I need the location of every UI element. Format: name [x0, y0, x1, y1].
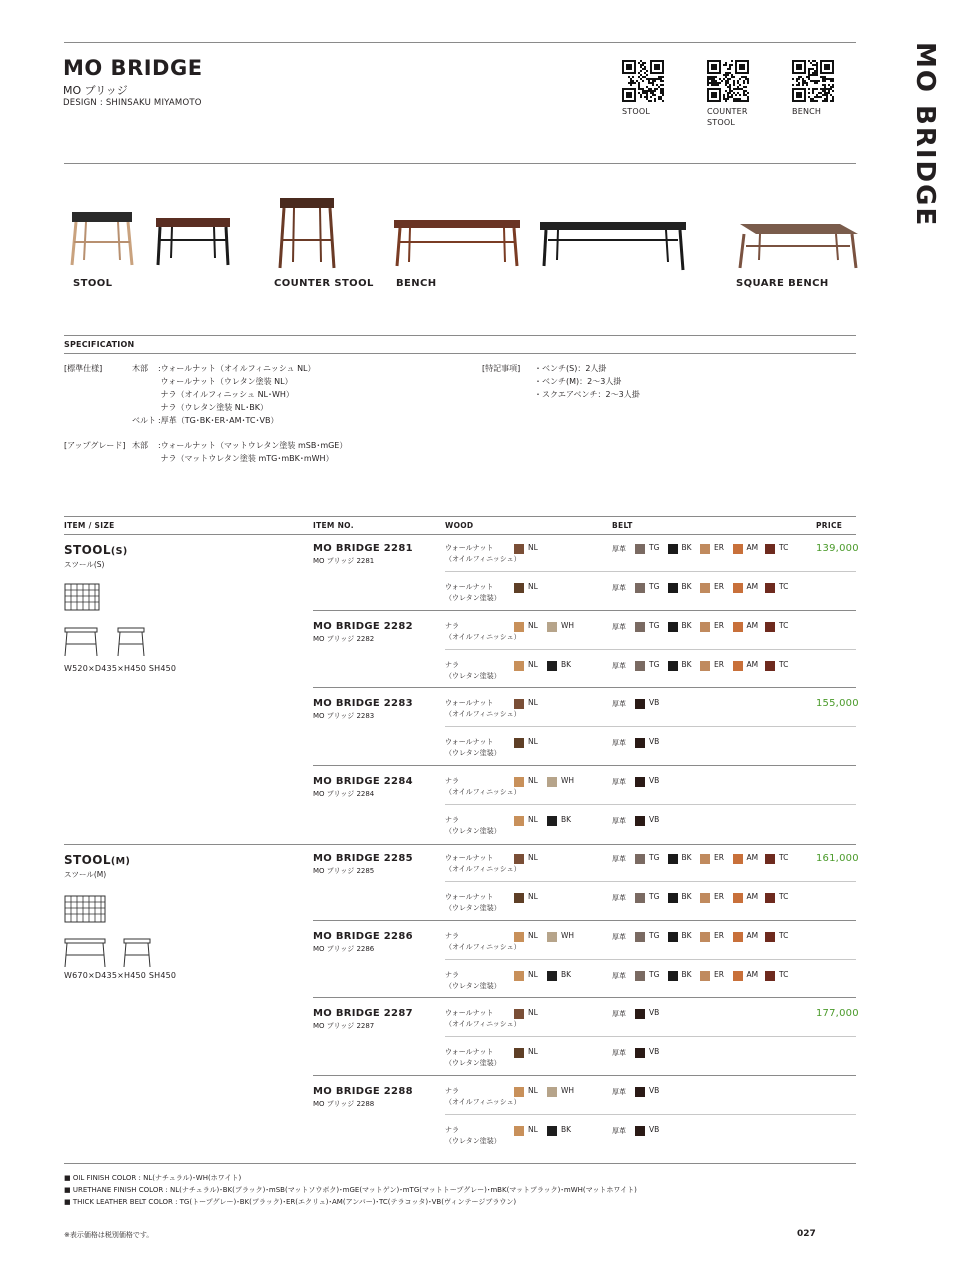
- group-name: STOOL(S): [64, 543, 128, 557]
- wood-name: ウォールナット: [445, 1009, 494, 1017]
- wood-finish: （ウレタン塗装）: [445, 981, 501, 990]
- group-jp: スツール(S): [64, 560, 105, 569]
- product-label-square-bench: SQUARE BENCH: [736, 278, 829, 289]
- sub-row-rule: [445, 726, 856, 727]
- belt-swatch: [700, 932, 710, 942]
- belt-swatch: [733, 622, 743, 632]
- qr-label: BENCH: [792, 107, 822, 116]
- belt-swatch: [765, 932, 775, 942]
- col-header-price: PRICE: [816, 521, 843, 530]
- belt-material: 厚革: [612, 933, 626, 941]
- wood-swatch: [547, 1126, 557, 1136]
- sub-row-rule: [445, 1036, 856, 1037]
- wood-swatch: [514, 583, 524, 593]
- spec-belt-line: :厚革（TG･BK･ER･AM･TC･VB）: [158, 416, 279, 425]
- wood-name: ウォールナット: [445, 737, 494, 746]
- square-bench-image: [740, 224, 858, 268]
- product-label-stool: STOOL: [73, 278, 113, 289]
- belt-code: BK: [681, 853, 692, 862]
- footer-note: ■ URETHANE FINISH COLOR : NL(ナチュラル)･BK(ブラック)･mSB(マットソウボク)･mGE(マットゲン)･mTG(マットトープグレー)･mBK(マットブラック)･mWH(マットホワイト): [64, 1186, 637, 1194]
- belt-material: 厚革: [612, 778, 626, 786]
- belt-swatch: [635, 971, 645, 981]
- item-jp: MO ブリッジ 2285: [313, 867, 375, 875]
- belt-code: AM: [746, 931, 759, 940]
- belt-code: TG: [649, 931, 660, 940]
- item-price: 139,000: [816, 543, 859, 554]
- belt-code: TG: [649, 891, 660, 901]
- wood-swatch: [514, 971, 524, 981]
- product-label-bench: BENCH: [396, 278, 437, 289]
- item-number: MO BRIDGE 2287: [313, 1008, 413, 1019]
- belt-code: TG: [649, 543, 660, 552]
- spec-heading: SPECIFICATION: [64, 340, 135, 349]
- spec-upgrade-wood-label: 木部: [132, 441, 148, 450]
- belt-code: BK: [681, 581, 692, 591]
- belt-swatch: [765, 544, 775, 554]
- wood-code: NL: [528, 1086, 538, 1095]
- qr-bench[interactable]: [792, 60, 834, 117]
- long-bench-black-image: [540, 222, 686, 270]
- designer-credit: DESIGN : SHINSAKU MIYAMOTO: [63, 98, 202, 108]
- item-number: MO BRIDGE 2281: [313, 543, 413, 554]
- wood-name: ウォールナット: [445, 582, 494, 591]
- belt-swatch: [635, 583, 645, 593]
- footer-note: ■ OIL FINISH COLOR : NL(ナチュラル)･WH(ホワイト): [64, 1174, 242, 1182]
- belt-code: VB: [649, 1086, 660, 1095]
- item-rule: [313, 610, 856, 611]
- stool-m-top-view-icon: [64, 895, 106, 923]
- wood-name: ウォールナット: [445, 854, 494, 862]
- group-name: STOOL(M): [64, 853, 131, 867]
- group-rule: [64, 844, 856, 845]
- wood-swatch: [514, 1126, 524, 1136]
- wood-code: BK: [561, 814, 572, 824]
- col-header-belt: BELT: [612, 521, 633, 530]
- sub-row-rule: [445, 881, 856, 882]
- sub-row-rule: [445, 959, 856, 960]
- header-rule: [64, 163, 856, 164]
- page-number: 027: [797, 1229, 816, 1239]
- belt-code: ER: [714, 969, 724, 979]
- wood-swatch: [547, 932, 557, 942]
- belt-code: BK: [681, 931, 692, 940]
- belt-code: ER: [714, 543, 724, 552]
- wood-swatch: [547, 816, 557, 826]
- wood-swatch: [514, 893, 524, 903]
- item-price: 161,000: [816, 853, 859, 864]
- belt-swatch: [635, 854, 645, 864]
- product-label-counter-stool: COUNTER STOOL: [274, 278, 374, 289]
- sub-row-rule: [445, 571, 856, 572]
- item-jp: MO ブリッジ 2286: [313, 945, 375, 953]
- spec-belt-label: ベルト: [132, 416, 156, 425]
- belt-code: ER: [714, 931, 724, 940]
- stool-top-view-icon: [64, 583, 100, 611]
- wood-name: ナラ: [445, 932, 459, 940]
- belt-swatch: [668, 583, 678, 593]
- wood-swatch: [514, 738, 524, 748]
- belt-swatch: [635, 699, 645, 709]
- belt-code: AM: [746, 659, 759, 669]
- belt-code: VB: [649, 814, 660, 824]
- belt-swatch: [635, 893, 645, 903]
- wood-finish: （ウレタン塗装）: [445, 593, 501, 602]
- belt-code: VB: [649, 1046, 660, 1056]
- wood-name: ナラ: [445, 970, 459, 979]
- belt-swatch: [733, 932, 743, 942]
- belt-swatch: [635, 661, 645, 671]
- belt-code: TG: [649, 581, 660, 591]
- belt-code: BK: [681, 621, 692, 630]
- product-images: [60, 190, 860, 272]
- item-rule: [313, 687, 856, 688]
- wood-swatch: [514, 699, 524, 709]
- wood-code: NL: [528, 853, 538, 862]
- belt-code: TC: [779, 891, 789, 901]
- stool-m-side-view-icon: [64, 937, 154, 969]
- tax-note: ※表示価格は税別価格です。: [64, 1231, 154, 1239]
- stool-black-image: [156, 218, 230, 265]
- wood-code: NL: [528, 931, 538, 940]
- stool-side-view-icon: [64, 626, 154, 658]
- spec-upgrade-line: ナラ（マットウレタン塗装 mTG･mBK･mWH）: [158, 454, 334, 463]
- belt-code: VB: [649, 1124, 660, 1134]
- table-header-rule: [64, 534, 856, 535]
- belt-swatch: [700, 583, 710, 593]
- wood-finish: （ウレタン塗装）: [445, 826, 501, 835]
- belt-swatch: [700, 893, 710, 903]
- belt-swatch: [635, 777, 645, 787]
- wood-swatch: [547, 777, 557, 787]
- wood-name: ナラ: [445, 660, 459, 669]
- belt-code: BK: [681, 969, 692, 979]
- wood-swatch: [547, 661, 557, 671]
- belt-swatch: [733, 893, 743, 903]
- item-number: MO BRIDGE 2288: [313, 1086, 413, 1097]
- belt-code: ER: [714, 581, 724, 591]
- wood-code: WH: [561, 1086, 575, 1095]
- belt-code: AM: [746, 969, 759, 979]
- belt-code: TC: [779, 853, 789, 862]
- wood-finish: （オイルフィニッシュ）: [445, 1020, 521, 1028]
- qr-label-2: STOOL: [707, 118, 736, 127]
- belt-material: 厚革: [612, 816, 626, 825]
- wood-finish: （オイルフィニッシュ）: [445, 710, 521, 718]
- belt-code: TG: [649, 853, 660, 862]
- belt-swatch: [668, 893, 678, 903]
- belt-swatch: [765, 971, 775, 981]
- page-subtitle: MO ブリッジ: [63, 84, 128, 97]
- item-number: MO BRIDGE 2283: [313, 698, 413, 709]
- wood-code: BK: [561, 659, 572, 669]
- spec-note: ・ベンチ(S)：2人掛: [534, 364, 607, 373]
- wood-code: NL: [528, 621, 538, 630]
- item-price: 155,000: [816, 698, 859, 709]
- top-rule: [64, 42, 856, 43]
- belt-code: TC: [779, 969, 789, 979]
- belt-code: ER: [714, 621, 724, 630]
- spec-wood-line: ナラ（ウレタン塗装 NL･BK）: [158, 403, 268, 412]
- wood-finish: （ウレタン塗装）: [445, 671, 501, 680]
- belt-code: TC: [779, 621, 789, 630]
- wood-name: ナラ: [445, 815, 459, 824]
- spec-wood-line: ウォールナット（ウレタン塗装 NL）: [158, 377, 293, 386]
- belt-code: AM: [746, 543, 759, 552]
- group-dims: W520×D435×H450 SH450: [64, 664, 177, 673]
- wood-swatch: [547, 622, 557, 632]
- belt-swatch: [765, 854, 775, 864]
- wood-swatch: [514, 1087, 524, 1097]
- col-header-item: ITEM / SIZE: [64, 521, 115, 530]
- belt-material: 厚革: [612, 700, 626, 708]
- belt-swatch: [635, 932, 645, 942]
- wood-swatch: [514, 854, 524, 864]
- belt-swatch: [668, 971, 678, 981]
- item-number: MO BRIDGE 2285: [313, 853, 413, 864]
- item-rule: [313, 997, 856, 998]
- sub-row-rule: [445, 1114, 856, 1115]
- belt-code: VB: [649, 736, 660, 746]
- wood-code: NL: [528, 969, 538, 979]
- wood-code: NL: [528, 736, 538, 746]
- wood-finish: （オイルフィニッシュ）: [445, 555, 521, 563]
- item-rule: [313, 765, 856, 766]
- wood-name: ウォールナット: [445, 892, 494, 901]
- belt-code: AM: [746, 853, 759, 862]
- belt-material: 厚革: [612, 738, 626, 747]
- belt-material: 厚革: [612, 545, 626, 553]
- wood-finish: （オイルフィニッシュ）: [445, 865, 521, 873]
- belt-code: ER: [714, 659, 724, 669]
- belt-swatch: [733, 583, 743, 593]
- spec-wood-label: 木部: [132, 364, 148, 373]
- spec-standard-label: [標準仕様]: [64, 364, 103, 373]
- item-jp: MO ブリッジ 2288: [313, 1100, 375, 1108]
- wood-code: NL: [528, 891, 538, 901]
- wood-code: NL: [528, 776, 538, 785]
- belt-swatch: [733, 971, 743, 981]
- belt-swatch: [635, 544, 645, 554]
- belt-swatch: [668, 661, 678, 671]
- belt-code: VB: [649, 698, 660, 707]
- item-jp: MO ブリッジ 2284: [313, 790, 375, 798]
- wood-swatch: [514, 932, 524, 942]
- spec-note: ・スクエアベンチ：2〜3人掛: [534, 390, 640, 399]
- belt-material: 厚革: [612, 1010, 626, 1018]
- wood-name: ナラ: [445, 777, 459, 785]
- belt-code: AM: [746, 891, 759, 901]
- belt-swatch: [635, 738, 645, 748]
- belt-swatch: [700, 622, 710, 632]
- spec-wood-line: :ウォールナット（オイルフィニッシュ NL）: [158, 364, 316, 373]
- sub-row-rule: [445, 649, 856, 650]
- belt-swatch: [635, 622, 645, 632]
- spec-top-rule: [64, 335, 856, 336]
- belt-code: BK: [681, 891, 692, 901]
- stool-natural-image: [72, 212, 132, 265]
- spec-note: ・ベンチ(M)：2〜3人掛: [534, 377, 622, 386]
- wood-code: NL: [528, 581, 538, 591]
- belt-material: 厚革: [612, 855, 626, 863]
- qr-code-icon: [792, 60, 834, 102]
- spec-notes-label: [特記事項]: [482, 364, 521, 373]
- wood-code: NL: [528, 1008, 538, 1017]
- belt-code: ER: [714, 853, 724, 862]
- wood-swatch: [514, 1009, 524, 1019]
- table-top-rule: [64, 516, 856, 517]
- item-rule: [313, 920, 856, 921]
- wood-swatch: [514, 544, 524, 554]
- belt-code: TC: [779, 581, 789, 591]
- qr-stool[interactable]: [622, 60, 664, 117]
- belt-swatch: [668, 622, 678, 632]
- wood-swatch: [514, 1048, 524, 1058]
- belt-swatch: [668, 544, 678, 554]
- wood-finish: （オイルフィニッシュ）: [445, 788, 521, 796]
- belt-swatch: [635, 1087, 645, 1097]
- belt-code: TG: [649, 621, 660, 630]
- qr-code-icon: [707, 60, 749, 102]
- wood-finish: （オイルフィニッシュ）: [445, 633, 521, 641]
- belt-swatch: [733, 544, 743, 554]
- belt-swatch: [765, 583, 775, 593]
- belt-swatch: [635, 1009, 645, 1019]
- belt-swatch: [733, 854, 743, 864]
- wood-name: ウォールナット: [445, 544, 494, 552]
- belt-code: ER: [714, 891, 724, 901]
- wood-swatch: [514, 661, 524, 671]
- wood-name: ナラ: [445, 1087, 459, 1095]
- footer-note: ■ THICK LEATHER BELT COLOR : TG(トープグレー)･BK(ブラック)･ER(エクリュ)･AM(アンバー)･TC(テラコッタ)･VB(ヴィンテージブラウン): [64, 1198, 517, 1206]
- wood-code: WH: [561, 931, 575, 940]
- wood-code: NL: [528, 1124, 538, 1134]
- item-jp: MO ブリッジ 2281: [313, 557, 375, 565]
- counter-stool-image: [280, 198, 334, 268]
- wood-name: ナラ: [445, 622, 459, 630]
- wood-finish: （ウレタン塗装）: [445, 748, 501, 757]
- group-jp: スツール(M): [64, 870, 107, 879]
- spec-upgrade-line: :ウォールナット（マットウレタン塗装 mSB･mGE）: [158, 441, 348, 450]
- belt-code: BK: [681, 659, 692, 669]
- belt-code: BK: [681, 543, 692, 552]
- belt-material: 厚革: [612, 661, 626, 670]
- belt-swatch: [635, 1126, 645, 1136]
- belt-swatch: [700, 971, 710, 981]
- qr-code-icon: [622, 60, 664, 102]
- wood-code: NL: [528, 1046, 538, 1056]
- item-jp: MO ブリッジ 2283: [313, 712, 375, 720]
- belt-code: TG: [649, 969, 660, 979]
- belt-swatch: [635, 1048, 645, 1058]
- belt-swatch: [668, 932, 678, 942]
- wood-name: ナラ: [445, 1125, 459, 1134]
- belt-swatch: [733, 661, 743, 671]
- spec-wood-line: ナラ（オイルフィニッシュ NL･WH）: [158, 390, 294, 399]
- wood-code: BK: [561, 1124, 572, 1134]
- belt-material: 厚革: [612, 1126, 626, 1135]
- belt-material: 厚革: [612, 623, 626, 631]
- belt-code: TC: [779, 659, 789, 669]
- item-jp: MO ブリッジ 2282: [313, 635, 375, 643]
- page-title: MO BRIDGE: [63, 56, 203, 80]
- item-jp: MO ブリッジ 2287: [313, 1022, 375, 1030]
- belt-material: 厚革: [612, 893, 626, 902]
- item-number: MO BRIDGE 2284: [313, 776, 413, 787]
- wood-code: NL: [528, 659, 538, 669]
- wood-code: NL: [528, 814, 538, 824]
- wood-name: ウォールナット: [445, 1047, 494, 1056]
- belt-code: VB: [649, 776, 660, 785]
- qr-label: COUNTER: [707, 107, 748, 116]
- belt-swatch: [668, 854, 678, 864]
- item-number: MO BRIDGE 2286: [313, 931, 413, 942]
- side-title: MO BRIDGE: [910, 42, 940, 228]
- wood-finish: （オイルフィニッシュ）: [445, 943, 521, 951]
- belt-material: 厚革: [612, 1048, 626, 1057]
- wood-finish: （ウレタン塗装）: [445, 1058, 501, 1067]
- spec-upgrade-label: [アップグレード]: [64, 441, 126, 450]
- wood-name: ウォールナット: [445, 699, 494, 707]
- wood-code: NL: [528, 543, 538, 552]
- belt-material: 厚革: [612, 583, 626, 592]
- belt-code: AM: [746, 581, 759, 591]
- wood-swatch: [514, 622, 524, 632]
- col-header-wood: WOOD: [445, 521, 474, 530]
- item-number: MO BRIDGE 2282: [313, 621, 413, 632]
- belt-material: 厚革: [612, 971, 626, 980]
- belt-swatch: [765, 893, 775, 903]
- belt-code: TC: [779, 543, 789, 552]
- belt-swatch: [765, 622, 775, 632]
- group-dims: W670×D435×H450 SH450: [64, 971, 177, 980]
- belt-swatch: [700, 854, 710, 864]
- wood-finish: （オイルフィニッシュ）: [445, 1098, 521, 1106]
- table-bottom-rule: [64, 1163, 856, 1164]
- qr-label: STOOL: [622, 107, 651, 116]
- wood-code: BK: [561, 969, 572, 979]
- bench-image: [394, 220, 520, 266]
- wood-finish: （ウレタン塗装）: [445, 903, 501, 912]
- wood-code: WH: [561, 776, 575, 785]
- wood-code: NL: [528, 698, 538, 707]
- wood-swatch: [547, 1087, 557, 1097]
- belt-code: TG: [649, 659, 660, 669]
- belt-swatch: [765, 661, 775, 671]
- belt-swatch: [700, 661, 710, 671]
- belt-code: AM: [746, 621, 759, 630]
- wood-finish: （ウレタン塗装）: [445, 1136, 501, 1145]
- item-rule: [313, 1075, 856, 1076]
- belt-swatch: [700, 544, 710, 554]
- wood-swatch: [547, 971, 557, 981]
- belt-code: TC: [779, 931, 789, 940]
- sub-row-rule: [445, 804, 856, 805]
- wood-swatch: [514, 777, 524, 787]
- col-header-no: ITEM NO.: [313, 521, 354, 530]
- item-price: 177,000: [816, 1008, 859, 1019]
- wood-swatch: [514, 816, 524, 826]
- spec-heading-rule: [64, 353, 856, 354]
- belt-swatch: [635, 816, 645, 826]
- qr-counter-stool[interactable]: [707, 60, 749, 128]
- belt-material: 厚革: [612, 1088, 626, 1096]
- belt-code: VB: [649, 1008, 660, 1017]
- wood-code: WH: [561, 621, 575, 630]
